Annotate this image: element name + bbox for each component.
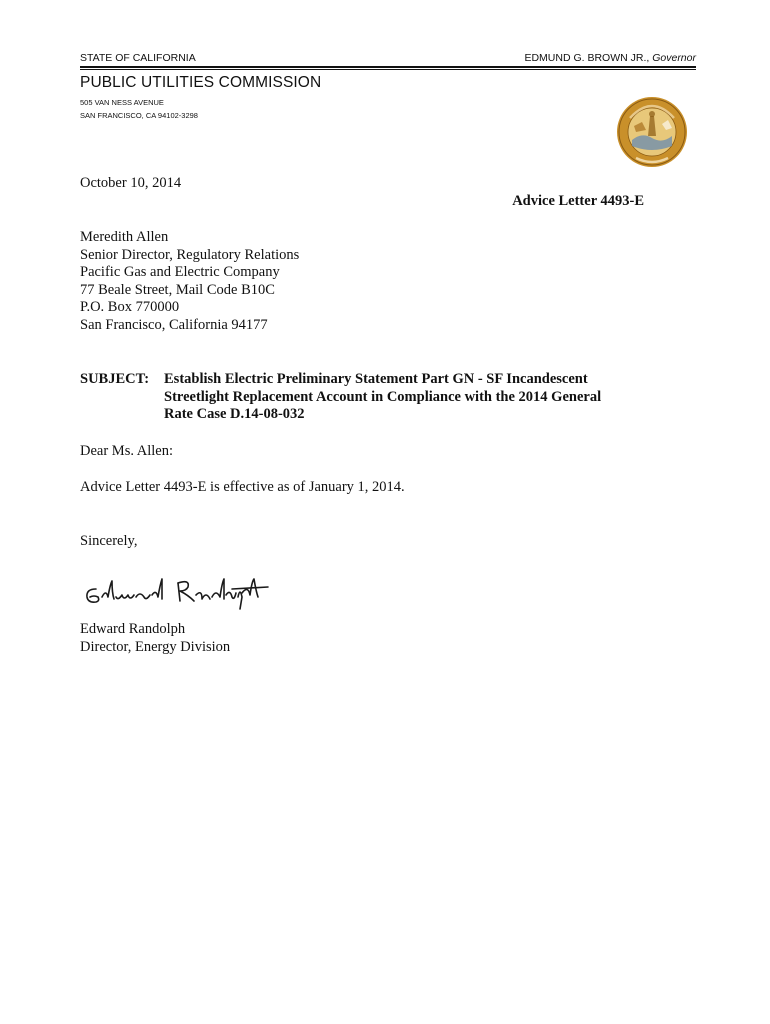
agency-name: PUBLIC UTILITIES COMMISSION (80, 74, 322, 91)
state-seal-icon (616, 96, 688, 168)
subject-label: SUBJECT: (80, 371, 150, 387)
recipient-street: 77 Beale Street, Mail Code B10C (80, 281, 275, 298)
recipient-po-box: P.O. Box 770000 (80, 299, 180, 315)
governor-line (524, 52, 696, 64)
agency-address-line1: 505 VAN NESS AVENUE (80, 98, 164, 107)
subject-line-1: Establish Electric Preliminary Statement Part GN - SF Incandescent (164, 371, 588, 387)
letter-body: Advice Letter 4493-E is effective as of January 1, 2014. (80, 479, 405, 495)
recipient-company: Pacific Gas and Electric Company (80, 264, 280, 280)
subject-line-2: Streetlight Replacement Account in Compliance with the 2014 General (164, 388, 602, 405)
advice-letter-number: Advice Letter 4493-E (512, 193, 644, 209)
state-name: STATE OF CALIFORNIA (80, 52, 196, 64)
salutation: Dear Ms. Allen: (80, 443, 174, 459)
governor-title: Governor (652, 52, 696, 64)
closing: Sincerely, (80, 533, 138, 549)
signer-title: Director, Energy Division (80, 638, 231, 655)
letter-date: October 10, 2014 (80, 175, 182, 191)
recipient-address-block (80, 229, 299, 334)
agency-address-line2: SAN FRANCISCO, CA 94102-3298 (80, 111, 198, 120)
signer-block (80, 621, 230, 656)
letterhead-rule-thin (80, 69, 696, 70)
handwritten-signature-icon (82, 575, 272, 613)
recipient-city: San Francisco, California 94177 (80, 316, 268, 333)
subject-text (164, 371, 634, 424)
signer-name: Edward Randolph (80, 621, 186, 637)
letterhead-top-line (80, 52, 696, 66)
recipient-name: Meredith Allen (80, 229, 169, 245)
letterhead-rule-thick (80, 66, 696, 68)
governor-name: EDMUND G. BROWN JR., (524, 52, 650, 64)
recipient-title: Senior Director, Regulatory Relations (80, 246, 300, 263)
subject-line-3: Rate Case D.14-08-032 (164, 406, 305, 422)
